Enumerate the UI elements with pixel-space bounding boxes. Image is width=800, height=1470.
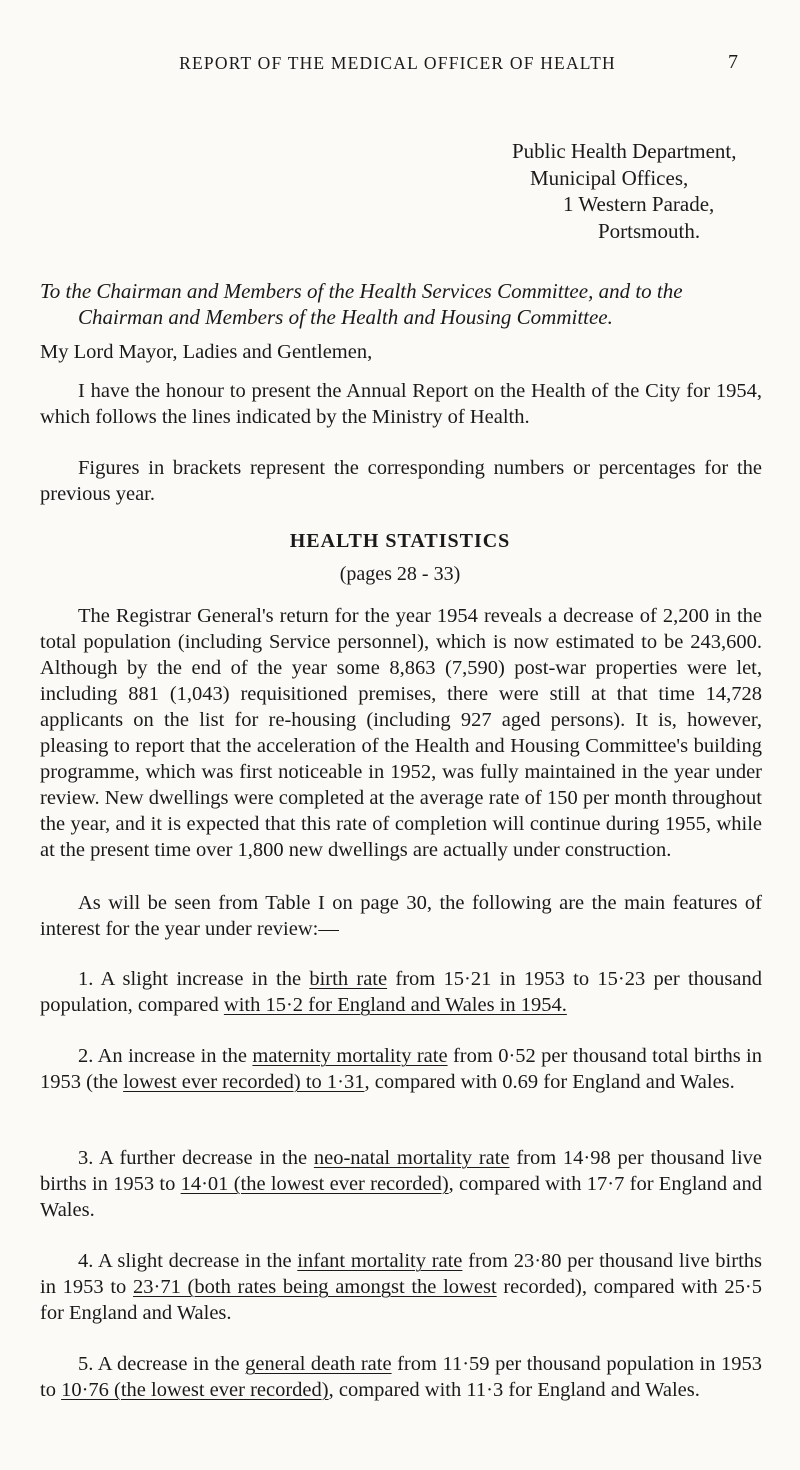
underlined-term: maternity mortality rate [252,1045,448,1067]
item-text: 4. A slight decrease in the [78,1250,298,1272]
item-text: 1. A slight increase in the [78,968,310,990]
intro-paragraph-2: Figures in brackets represent the corresponding numbers or percentages for the previous year. [40,457,762,505]
address-line-offices: Municipal Offices, [530,165,689,190]
feature-item-general-death-rate [40,1351,762,1403]
section-heading: HEALTH STATISTICS [289,530,511,552]
addressee [40,278,762,330]
item-text: 5. A decrease in the [78,1353,246,1375]
underlined-comparison: 14·01 (the lowest ever recorded) [180,1173,449,1195]
underlined-comparison: 10·76 (the lowest ever recorded) [61,1379,329,1401]
section-page-range: (pages 28 - 33) [339,563,461,585]
underlined-term: birth rate [309,968,388,990]
addressee-line-1: To the Chairman and Members of the Health Services Committee, and to the [40,279,683,303]
address-line-city: Portsmouth. [598,218,701,243]
item-text: , compared with 11·3 for England and Wales. [328,1379,700,1401]
addressee-line-2: Chairman and Members of the Health and Housing Committee. [78,305,613,329]
item-text: from 23·80 per thousand live births in 1953 to [40,1250,762,1298]
underlined-term: general death rate [245,1353,392,1375]
intro-paragraph-1: I have the honour to present the Annual Report on the Health of the City for 1954, which follows the lines indicated by the Ministry of Health. [40,380,762,428]
feature-item-neo-natal-mortality [40,1145,762,1223]
underlined-term: infant mortality rate [297,1250,463,1272]
body-paragraph-features: As will be seen from Table I on page 30, the following are the main features of interest for the year under review:— [40,892,762,940]
item-text: 2. An increase in the [78,1045,253,1067]
item-text: from 0·52 per thousand total births in 1953 (the [40,1045,763,1093]
feature-item-birth-rate [40,966,762,1018]
underlined-comparison: lowest ever recorded) to 1·31 [123,1071,365,1093]
item-text: from 14·98 per thousand live births in 1953 to [40,1147,763,1195]
underlined-comparison: with 15·2 for England and Wales in 1954. [223,994,567,1016]
item-text: 3. A further decrease in the [78,1147,314,1169]
address-line-street: 1 Western Parade, [563,192,715,216]
item-text: recorded), compared with 25·5 for England and Wales. [40,1276,762,1324]
sender-address [460,138,760,244]
feature-item-maternity-mortality [40,1043,762,1095]
underlined-term: neo-natal mortality rate [313,1147,510,1169]
salutation: My Lord Mayor, Ladies and Gentlemen, [40,341,373,363]
body-paragraph-population: The Registrar General's return for the year 1954 reveals a decrease of 2,200 in the total population (including Service personnel), which is now estimated to be 243,600. Although by the end of the year some 8,863 (7,590) post-war properties were let, including 881 (1,043) requisitioned premises, there were still at that time 14,728 applicants on the list for re-housing (including 927 aged persons). It is, however, pleasing to report that the acceleration of the Health and Housing Committee's building programme, which was first noticeable in 1952, was fully maintained in the year under review. New dwellings were completed at the average rate of 150 per month throughout the year, and it is expected that this rate of completion will continue during 1955, while at the present time over 1,800 new dwellings are actually under construction. [40,605,762,861]
underlined-comparison: 23·71 (both rates being amongst the lowest [133,1276,497,1298]
running-header: REPORT OF THE MEDICAL OFFICER OF HEALTH [179,53,616,73]
item-text: from 11·59 per thousand population in 1953 to [40,1353,762,1401]
address-line-department: Public Health Department, [512,139,737,163]
feature-item-infant-mortality [40,1248,762,1326]
page-number: 7 [728,51,738,73]
item-text: from 15·21 in 1953 to 15·23 per thousand population, compared [40,968,762,1016]
item-text: , compared with 0.69 for England and Wales. [364,1071,735,1093]
item-text: , compared with 17·7 for England and Wales. [40,1173,762,1221]
